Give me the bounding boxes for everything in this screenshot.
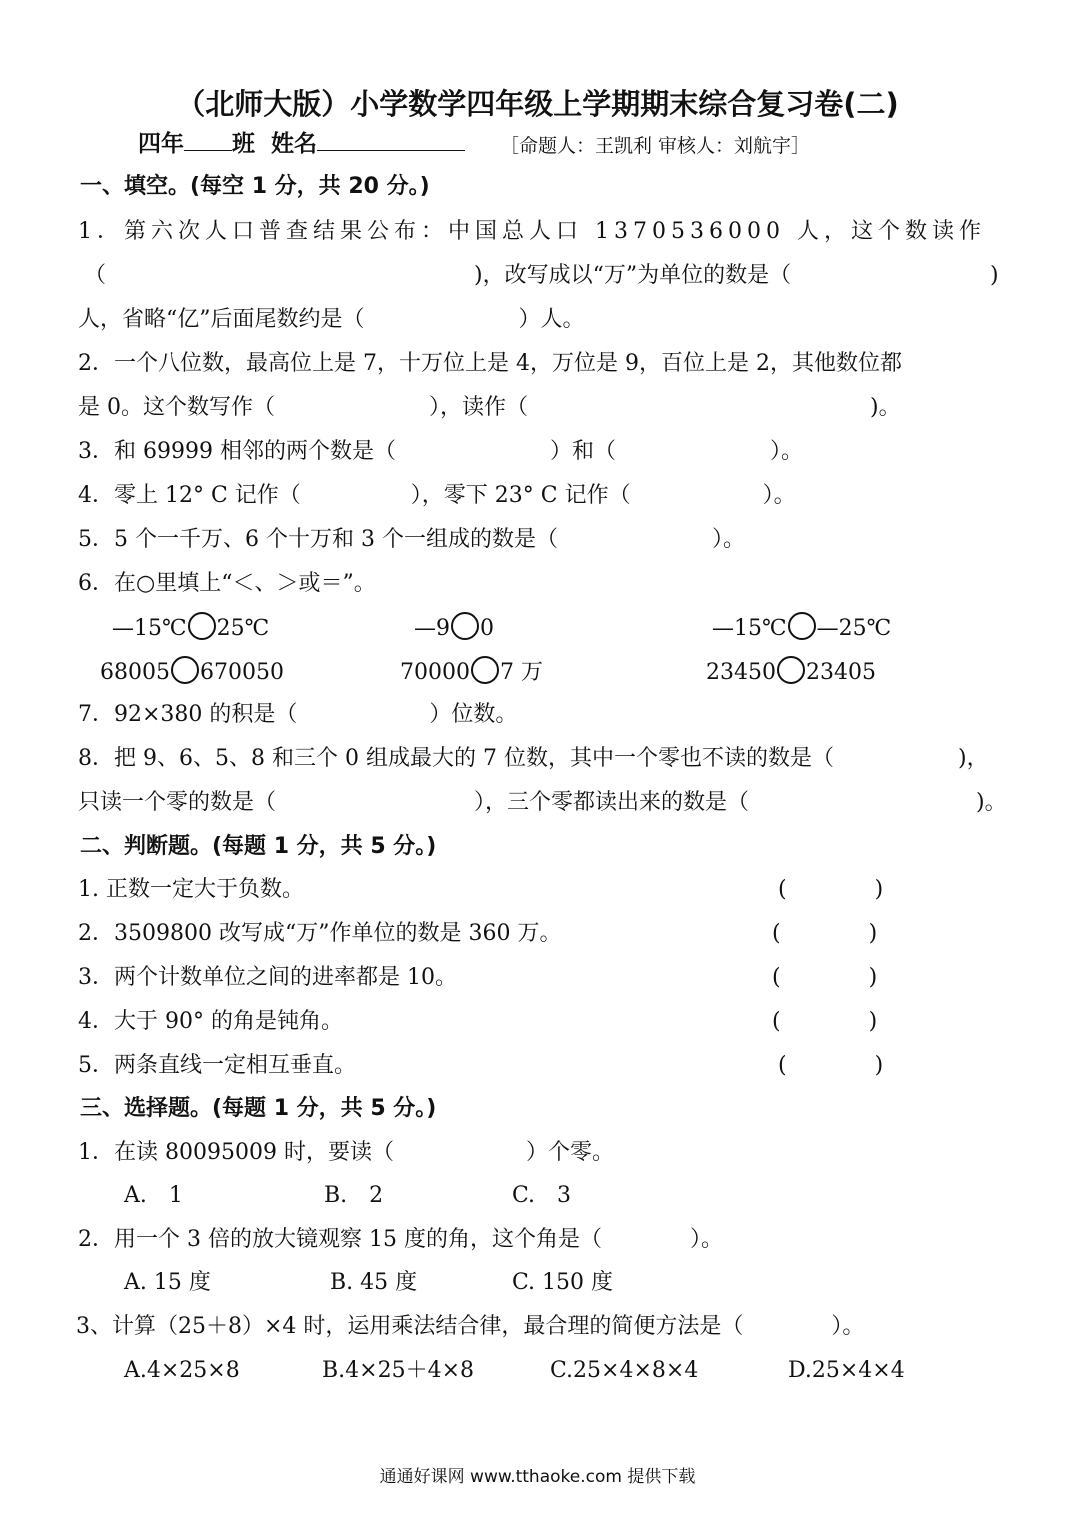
compare-left: —9 <box>414 616 450 641</box>
question-1-6: 6．在○里填上“＜、＞或＝”。 <box>78 571 376 596</box>
choice-option[interactable]: C.25×4×8×4 <box>550 1358 699 1383</box>
compare-item <box>706 656 876 688</box>
compare-right: —25℃ <box>816 616 892 641</box>
question-1-1-line-a: 1．第六次人口普查结果公布：中国总人口 1370536000 人，这个数读作 <box>78 219 986 244</box>
question-1-2-line-b-end: )。 <box>870 395 901 420</box>
compare-item <box>400 656 543 688</box>
compare-circle[interactable] <box>777 656 805 684</box>
class-label: 班 <box>232 131 255 157</box>
judge-answer-paren[interactable]: ( ) <box>772 1009 878 1034</box>
compare-right: 0 <box>480 616 494 641</box>
question-1-1-line-b: )，改写成以“万”为单位的数是（ <box>474 263 792 288</box>
question-1-4: 4．零上 12° C 记作（ ），零下 23° C 记作（ ）。 <box>78 483 796 508</box>
choice-option[interactable]: A.4×25×8 <box>124 1358 240 1383</box>
compare-item <box>112 612 269 644</box>
compare-item <box>100 656 284 688</box>
choice-option[interactable]: B.4×25＋4×8 <box>322 1358 475 1383</box>
compare-circle[interactable] <box>171 656 199 684</box>
authors: ［命题人：王凯利 审核人：刘航宇］ <box>500 135 811 157</box>
judge-answer-paren[interactable]: ( ) <box>772 965 878 990</box>
judge-item: 5．两条直线一定相互垂直。 <box>78 1053 356 1078</box>
choice-question-1: 1．在读 80095009 时，要读（ ）个零。 <box>78 1140 614 1165</box>
judge-answer-paren[interactable]: ( ) <box>772 921 878 946</box>
compare-circle[interactable] <box>471 656 499 684</box>
name-blank[interactable] <box>317 128 465 151</box>
class-blank[interactable] <box>184 128 232 151</box>
compare-left: —15℃ <box>712 616 787 641</box>
compare-item <box>712 612 891 644</box>
compare-left: —15℃ <box>112 616 187 641</box>
choice-option[interactable]: D.25×4×4 <box>788 1358 905 1383</box>
judge-item: 3．两个计数单位之间的进率都是 10。 <box>78 965 457 990</box>
page-title: （北师大版）小学数学四年级上学期期末综合复习卷(二) <box>176 87 899 121</box>
compare-right: 23405 <box>806 660 876 685</box>
question-1-2-line-a: 2．一个八位数，最高位上是 7，十万位上是 4，万位是 9，百位上是 2，其他数位都 <box>78 351 902 376</box>
compare-left: 23450 <box>706 660 776 685</box>
judge-answer-paren[interactable]: ( ) <box>778 1053 884 1078</box>
question-1-5: 5．5 个一千万、6 个十万和 3 个一组成的数是（ ）。 <box>78 527 745 552</box>
student-info-line <box>138 128 465 159</box>
compare-circle[interactable] <box>788 612 816 640</box>
judge-item: 1. 正数一定大于负数。 <box>78 877 304 902</box>
question-1-1-line-c: 人，省略“亿”后面尾数约是（ ）人。 <box>78 307 585 332</box>
choice-option[interactable]: A. 1 <box>124 1183 183 1208</box>
grade-label: 四年 <box>138 131 184 157</box>
compare-circle[interactable] <box>188 612 216 640</box>
compare-right: 7 万 <box>500 660 543 685</box>
judge-answer-paren[interactable]: ( ) <box>778 877 884 902</box>
footer-credit: 通通好课网 www.tthaoke.com 提供下载 <box>379 1467 696 1487</box>
choice-option[interactable]: B. 2 <box>324 1183 384 1208</box>
name-label: 姓名 <box>271 131 318 157</box>
question-1-1-open-paren: （ <box>84 263 107 288</box>
choice-option[interactable]: C. 150 度 <box>512 1270 614 1295</box>
question-1-1-close-paren: ) <box>990 263 999 288</box>
judge-item: 4．大于 90° 的角是钝角。 <box>78 1009 343 1034</box>
compare-left: 68005 <box>100 660 170 685</box>
compare-right: 670050 <box>200 660 284 685</box>
judge-item: 2．3509800 改写成“万”作单位的数是 360 万。 <box>78 921 562 946</box>
choice-question-2: 2．用一个 3 倍的放大镜观察 15 度的角，这个角是（ ）。 <box>78 1227 723 1252</box>
compare-item <box>414 612 494 644</box>
compare-circle[interactable] <box>451 612 479 640</box>
choice-option[interactable]: C. 3 <box>512 1183 572 1208</box>
question-1-2-line-b: 是 0。这个数写作（ ），读作（ <box>78 395 528 420</box>
compare-right: 25℃ <box>216 616 270 641</box>
question-1-8-line-a-end: )， <box>958 746 989 771</box>
choice-question-3: 3、计算（25＋8）×4 时，运用乘法结合律，最合理的简便方法是（ ）。 <box>76 1314 865 1339</box>
question-1-8-line-a: 8．把 9、6、5、8 和三个 0 组成最大的 7 位数，其中一个零也不读的数是（ <box>78 746 834 771</box>
compare-left: 70000 <box>400 660 470 685</box>
section-3-heading: 三、选择题。(每题 1 分，共 5 分。) <box>80 1096 437 1121</box>
question-1-8-line-b: 只读一个零的数是（ ），三个零都读出来的数是（ <box>78 790 750 815</box>
choice-option[interactable]: A. 15 度 <box>124 1270 211 1295</box>
section-1-heading: 一、填空。(每空 1 分，共 20 分。) <box>80 174 430 199</box>
question-1-3: 3．和 69999 相邻的两个数是（ ）和（ ）。 <box>78 439 803 464</box>
question-1-7: 7．92×380 的积是（ ）位数。 <box>78 702 518 727</box>
question-1-8-line-b-end: )。 <box>976 790 1007 815</box>
choice-option[interactable]: B. 45 度 <box>330 1270 418 1295</box>
section-2-heading: 二、判断题。(每题 1 分，共 5 分。) <box>80 834 437 859</box>
